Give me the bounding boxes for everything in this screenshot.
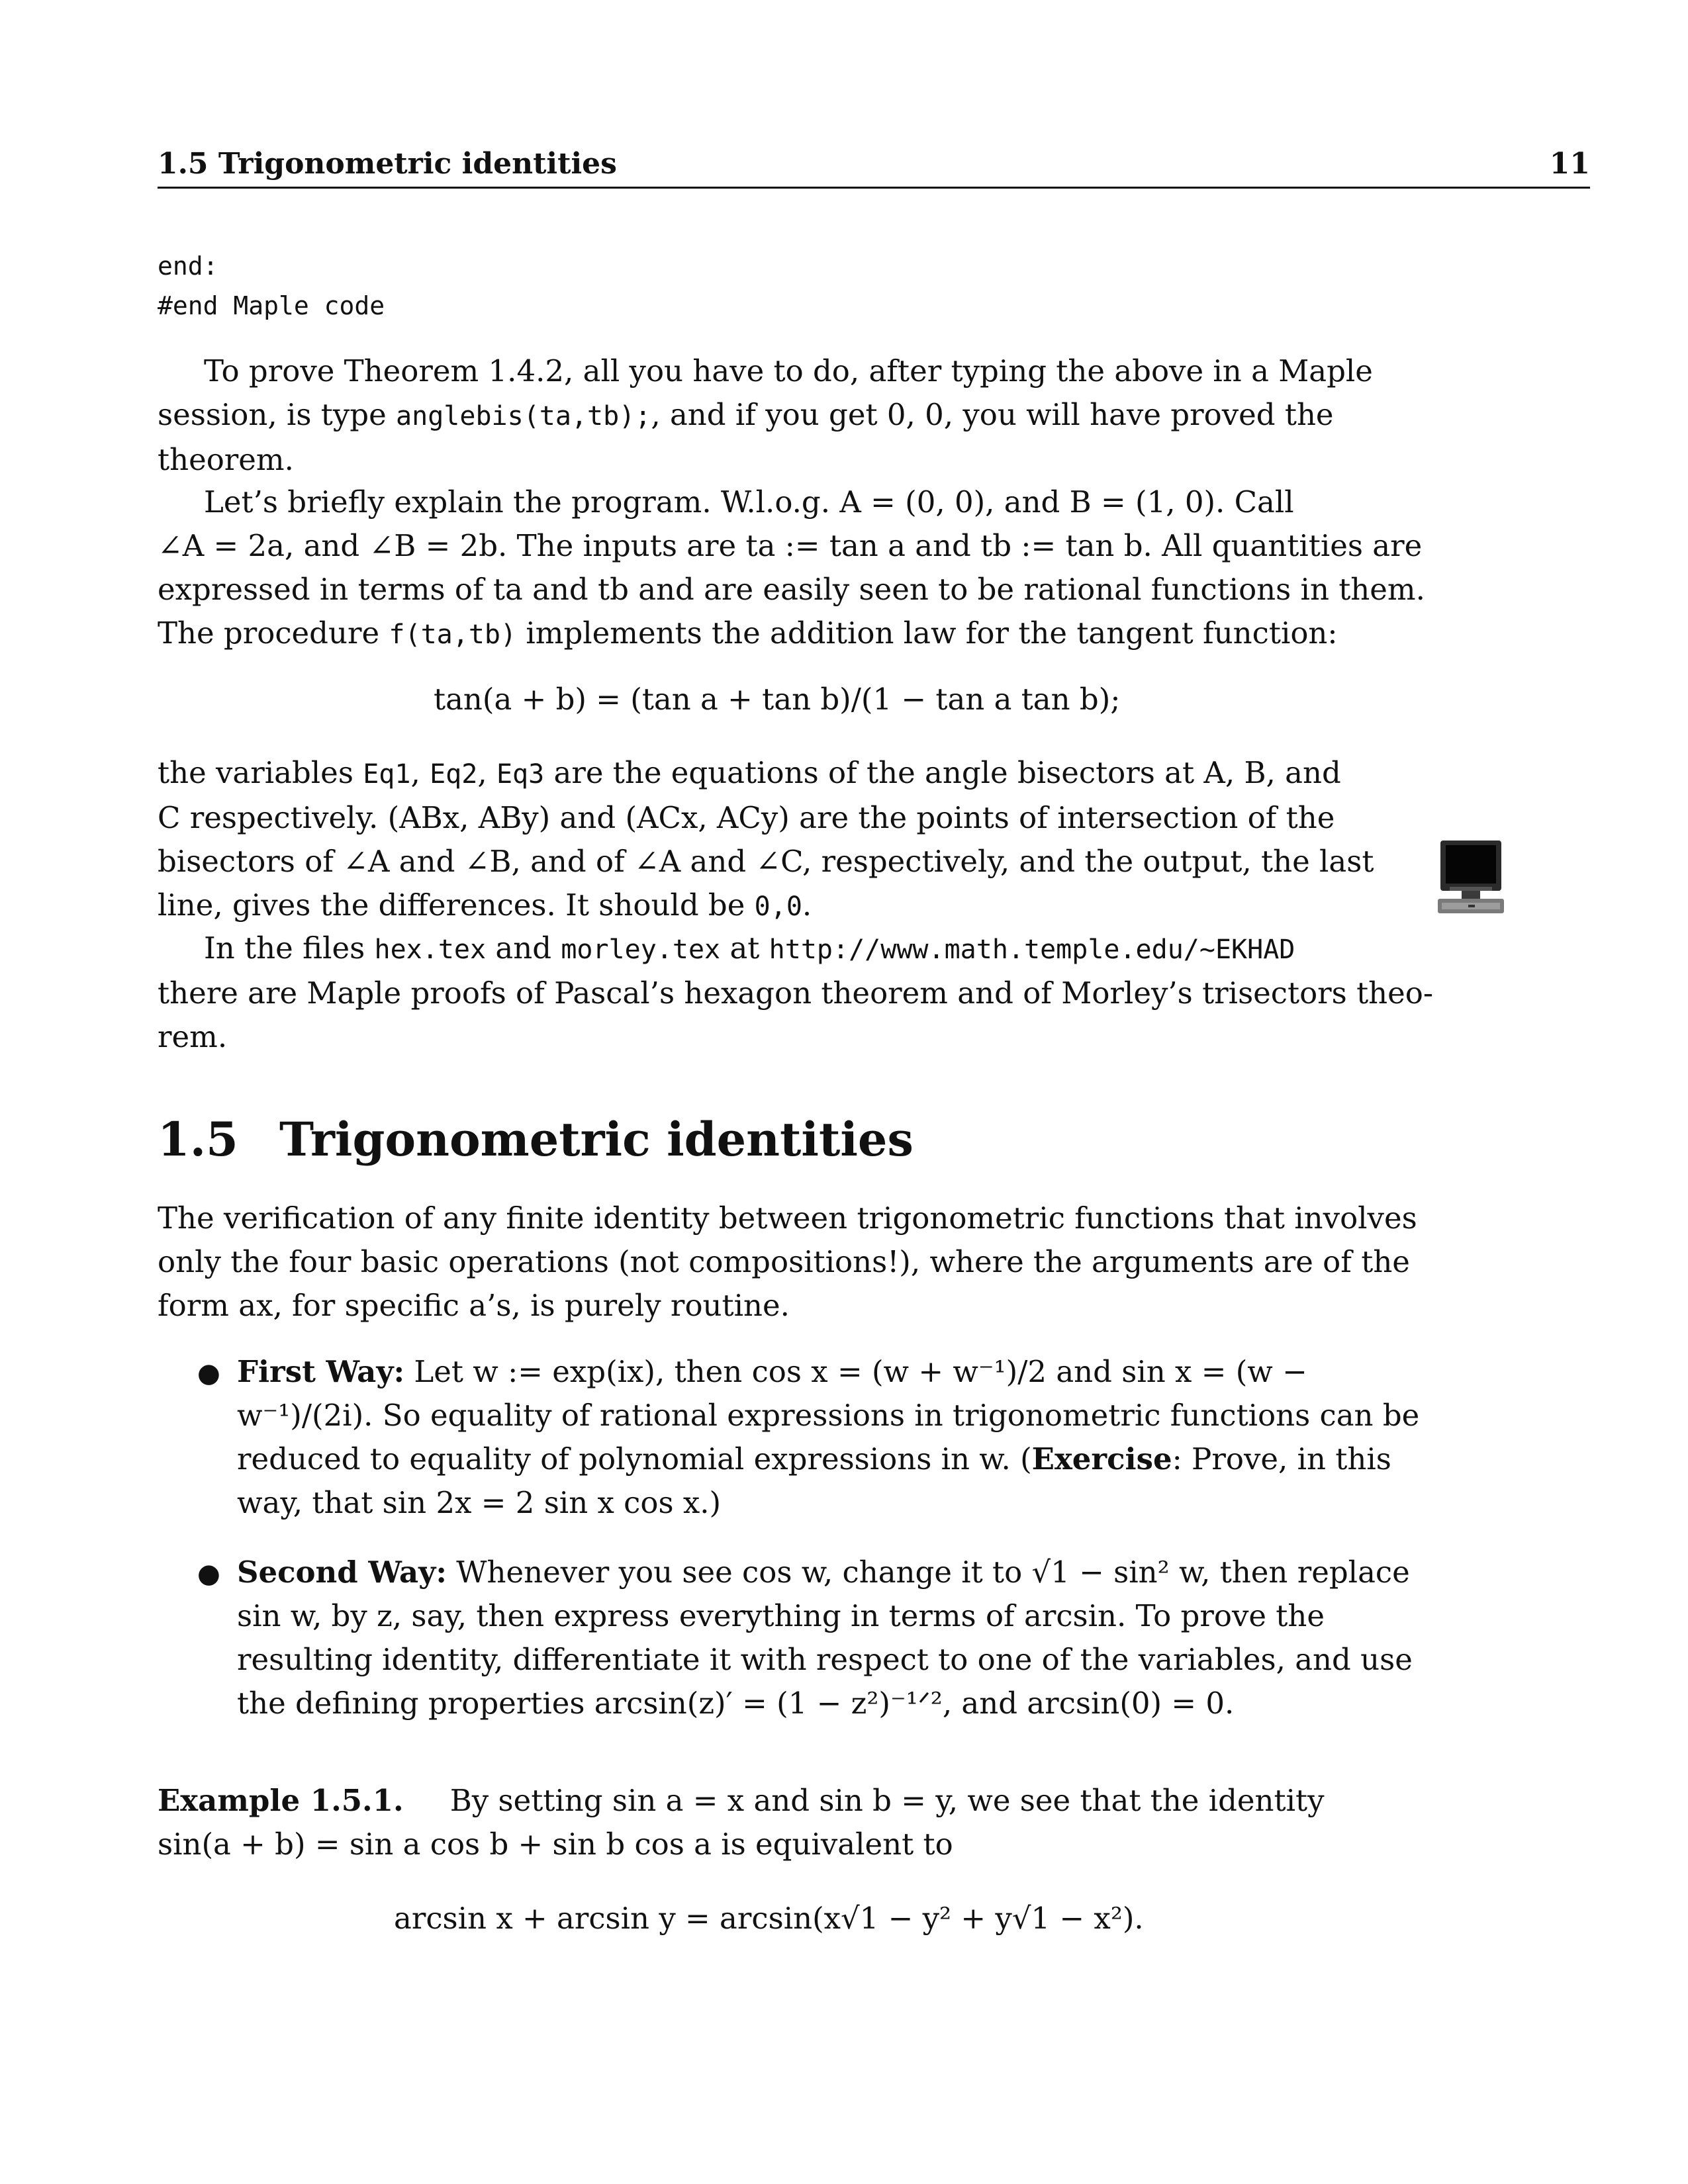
b1-line1: First Way: Let w := exp(ix), then cos x = (w + w⁻¹)/2 and sin x = (w − <box>237 1354 1307 1389</box>
url-link[interactable]: http://www.math.temple.edu/~EKHAD <box>769 934 1295 965</box>
section-number: 1.5 <box>158 1112 238 1167</box>
b1-line4: way, that sin 2x = 2 sin x cos x.) <box>237 1485 722 1520</box>
header-title: 1.5 Trigonometric identities <box>158 147 617 181</box>
example-1-5-1 <box>158 1779 1342 1866</box>
p2-line3: expressed in terms of ta and tb and are easily seen to be rational functions in them. <box>158 572 1425 607</box>
p4-line2: there are Maple proofs of Pascal’s hexagon theorem and of Morley’s trisectors theo- <box>158 976 1434 1011</box>
p3-line4: line, gives the differences. It should be 0,0. <box>158 887 812 923</box>
section-heading <box>158 1112 914 1167</box>
equation-tangent-addition: tan(a + b) = (tan a + tan b)/(1 − tan a tan b); <box>434 682 1121 717</box>
code-eq3: Eq3 <box>496 759 545 790</box>
p5-line2: only the four basic operations (not compositions!), where the arguments are of the <box>158 1244 1410 1279</box>
paragraph-prove-theorem <box>158 349 1373 482</box>
code-eq1: Eq1 <box>363 759 411 790</box>
code-output: 0,0 <box>754 891 802 922</box>
bullet-icon: ● <box>197 1559 220 1589</box>
paragraph-files <box>158 927 1434 1059</box>
p4-line3: rem. <box>158 1019 228 1054</box>
b2-line3: resulting identity, differentiate it with respect to one of the variables, and use <box>237 1642 1413 1677</box>
code-line-comment: #end Maple code <box>158 291 385 320</box>
b1-line2: w⁻¹)/(2i). So equality of rational expressions in trigonometric functions can be <box>237 1398 1420 1433</box>
computer-icon <box>1436 839 1505 916</box>
p5-line1: The verification of any finite identity between trigonometric functions that involves <box>158 1201 1417 1236</box>
ex-line1: Example 1.5.1. By setting sin a = x and sin b = y, we see that the identity <box>158 1783 1325 1818</box>
paragraph-verification <box>158 1197 1417 1328</box>
p2-line2: ∠A = 2a, and ∠B = 2b. The inputs are ta := tan a and tb := tan b. All quantities are <box>158 528 1423 563</box>
p3-line2: C respectively. (ABx, ABy) and (ACx, ACy) are the points of intersection of the <box>158 800 1335 835</box>
b2-line1: Second Way: Whenever you see cos w, change it to √1 − sin² w, then replace <box>237 1555 1410 1590</box>
section-title: Trigonometric identities <box>279 1112 914 1167</box>
equation-arcsin: arcsin x + arcsin y = arcsin(x√1 − y² + y√1 − x²). <box>394 1901 1144 1936</box>
file-morley: morley.tex <box>561 934 721 965</box>
b1-line3: reduced to equality of polynomial expressions in w. (Exercise: Prove, in this <box>237 1441 1391 1477</box>
b2-line4: the defining properties arcsin(z)′ = (1 − z²)⁻¹ᐟ², and arcsin(0) = 0. <box>237 1686 1235 1721</box>
bullet-second-way <box>237 1551 1413 1725</box>
p4-line1: In the files hex.tex and morley.tex at http://www.math.temple.edu/~EKHAD <box>204 931 1295 966</box>
p3-line3: bisectors of ∠A and ∠B, and of ∠A and ∠C, respectively, and the output, the last <box>158 844 1374 879</box>
p1-line3: theorem. <box>158 442 294 477</box>
p1-line2: session, is type anglebis(ta,tb);, and if you get 0, 0, you will have proved the <box>158 397 1334 432</box>
p5-line3: form ax, for specific a’s, is purely routine. <box>158 1288 790 1323</box>
example-label: Example 1.5.1. <box>158 1783 404 1818</box>
code-f: f(ta,tb) <box>389 619 517 650</box>
bullet-icon: ● <box>197 1358 220 1388</box>
page-number: 11 <box>1549 147 1590 181</box>
running-header <box>158 147 1590 189</box>
paragraph-explain-program <box>158 480 1425 657</box>
b2-line2: sin w, by z, say, then express everything in terms of arcsin. To prove the <box>237 1598 1325 1633</box>
code-anglebis: anglebis(ta,tb); <box>396 401 651 432</box>
p2-line1: Let’s briefly explain the program. W.l.o.g. A = (0, 0), and B = (1, 0). Call <box>204 484 1294 520</box>
bullet-first-way <box>237 1350 1420 1525</box>
p3-line1: the variables Eq1, Eq2, Eq3 are the equations of the angle bisectors at A, B, and <box>158 755 1341 790</box>
file-hex: hex.tex <box>374 934 487 965</box>
ex-line2: sin(a + b) = sin a cos b + sin b cos a is equivalent to <box>158 1827 953 1862</box>
p1-line1: To prove Theorem 1.4.2, all you have to do, after typing the above in a Maple <box>204 353 1373 388</box>
paragraph-variables <box>158 751 1374 929</box>
code-line-end: end: <box>158 251 218 281</box>
p2-line4: The procedure f(ta,tb) implements the addition law for the tangent function: <box>158 615 1338 651</box>
code-eq2: Eq2 <box>430 759 478 790</box>
